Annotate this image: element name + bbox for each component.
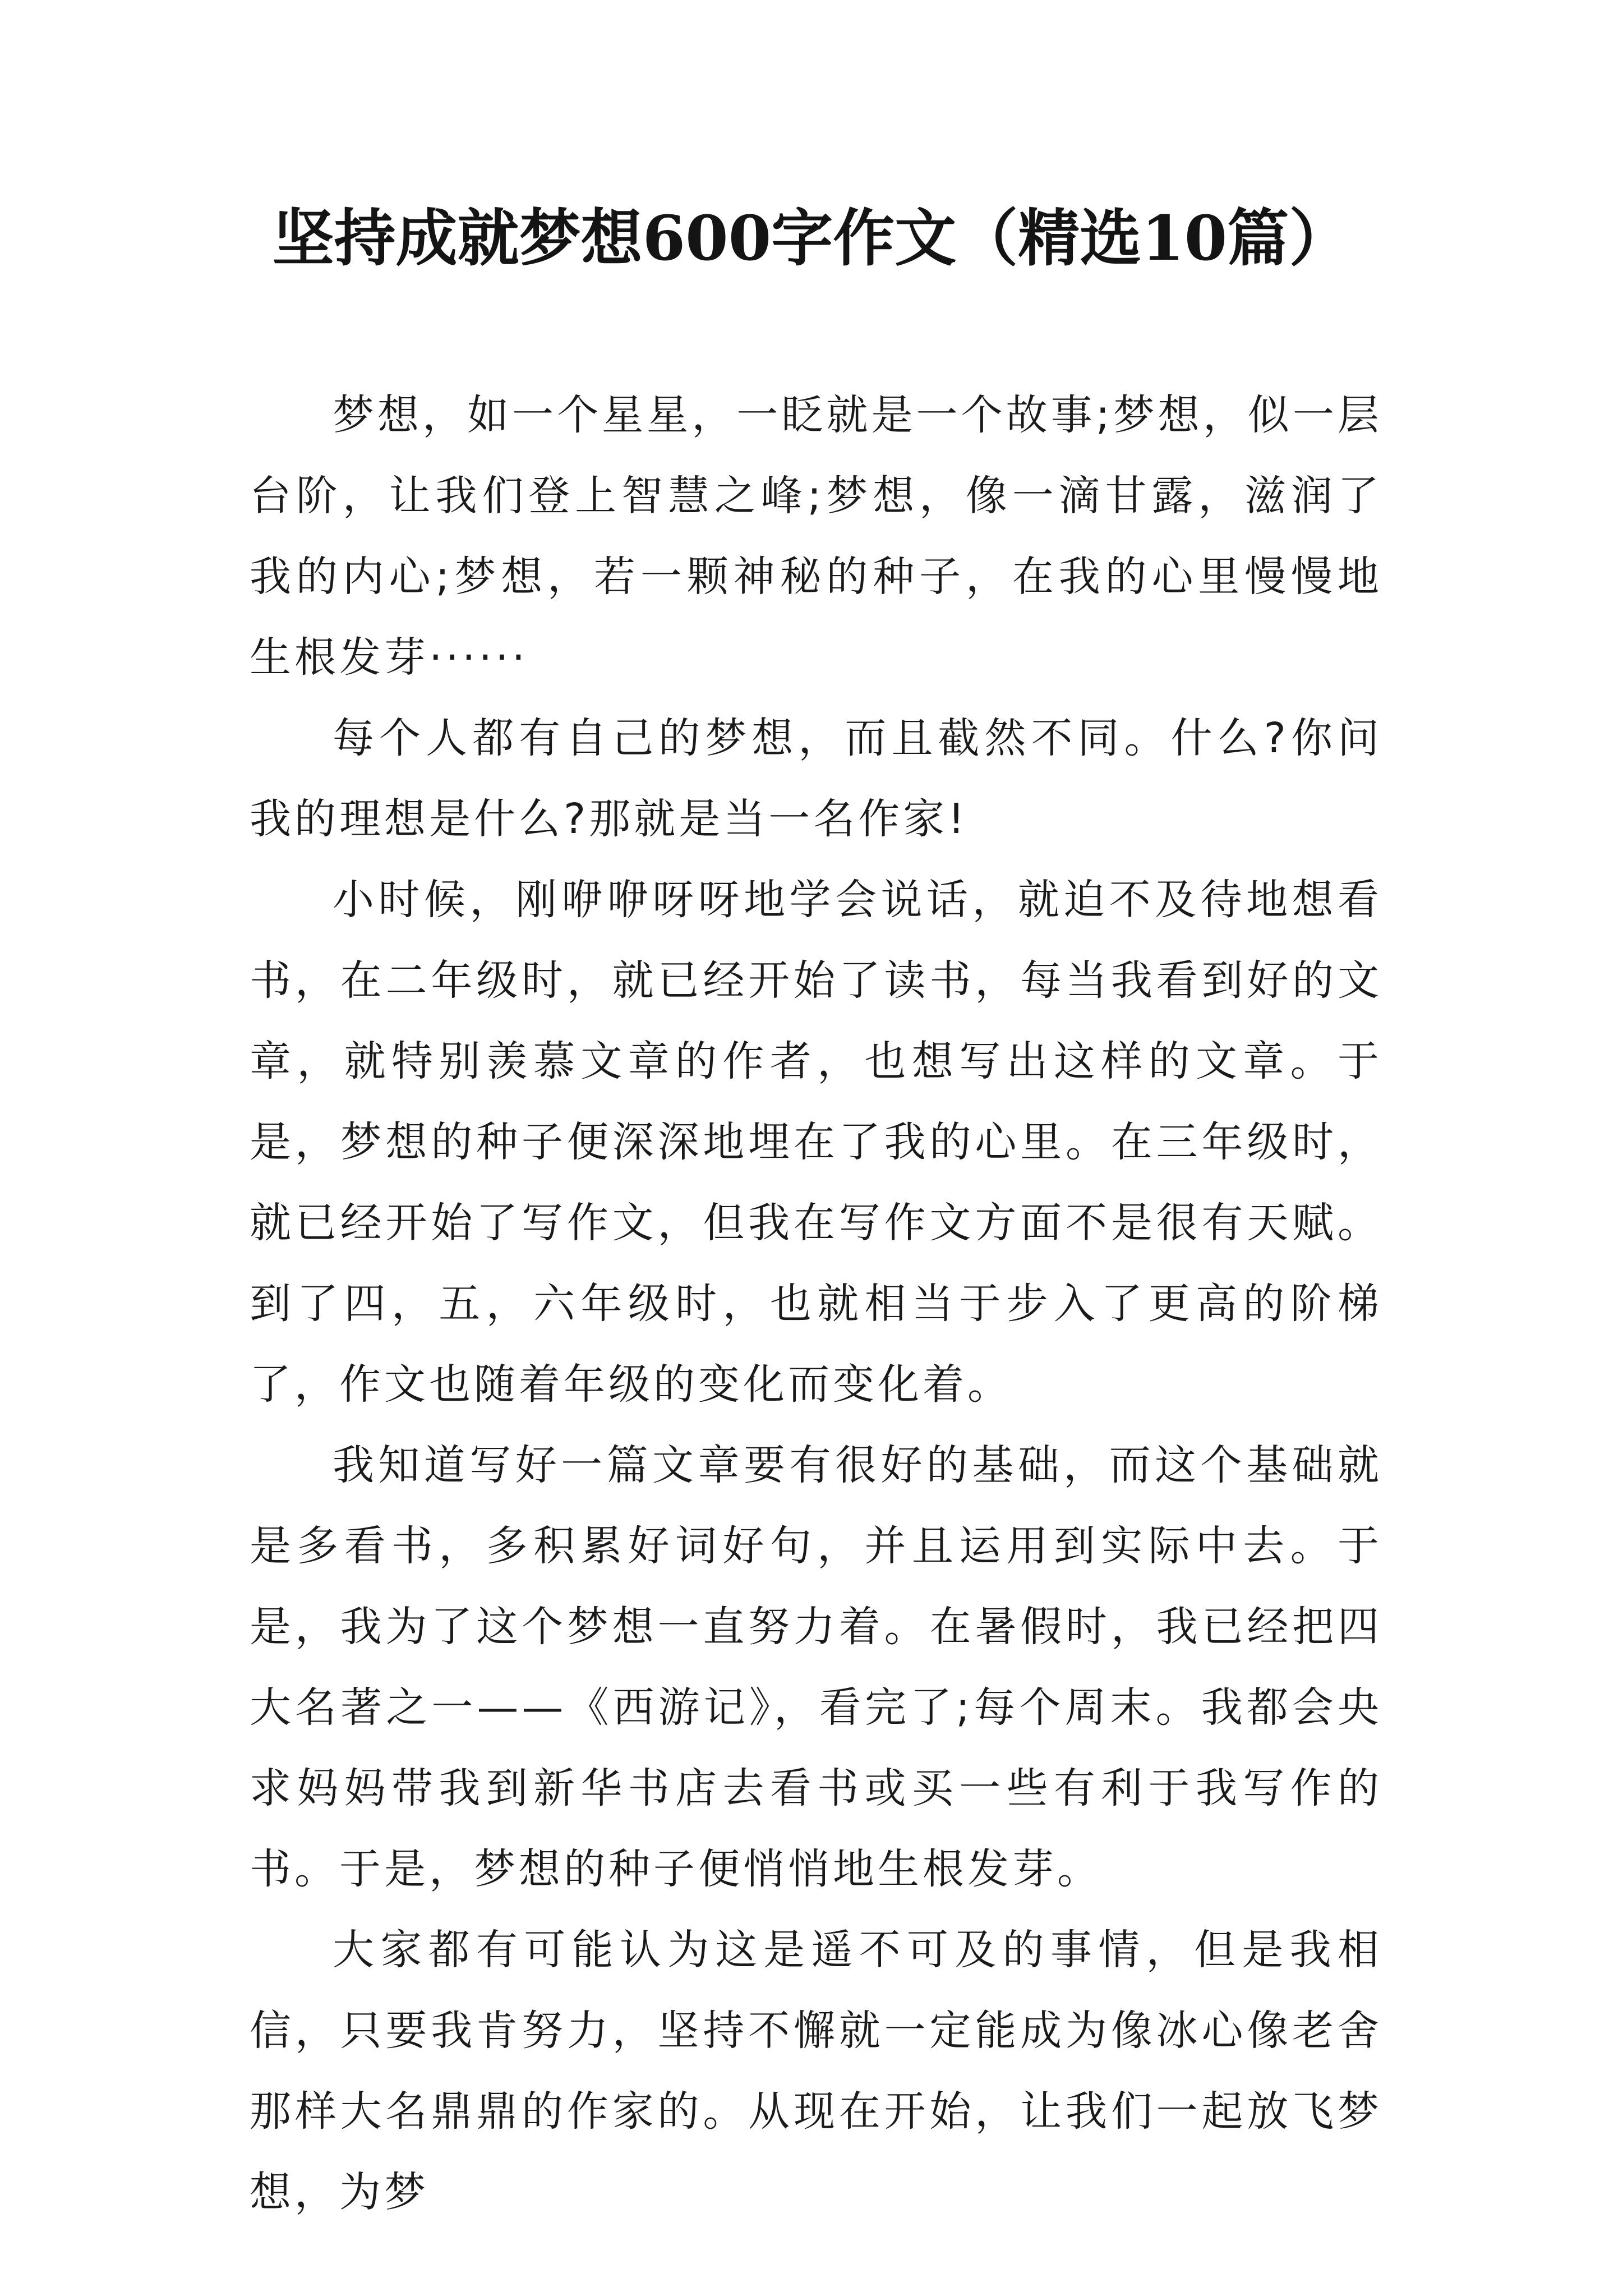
paragraph-5: 大家都有可能认为这是遥不可及的事情，但是我相信，只要我肯努力，坚持不懈就一定能成为像冰心像老舍那样大名鼎鼎的作家的。从现在开始，让我们一起放飞梦想，为梦	[250, 1926, 1382, 2216]
document-body	[250, 375, 1382, 2233]
paragraph-4: 我知道写好一篇文章要有很好的基础，而这个基础就是多看书，多积累好词好句，并且运用到实际中去。于是，我为了这个梦想一直努力着。在暑假时，我已经把四大名著之一——《西游记》，看完了;每个周末。我都会央求妈妈带我到新华书店去看书或买一些有利于我写作的书。于是，梦想的种子便悄悄地生根发芽。	[250, 1441, 1382, 1893]
paragraph-1: 梦想，如一个星星，一眨就是一个故事;梦想，似一层台阶，让我们登上智慧之峰;梦想，像一滴甘露，滋润了我的内心;梦想，若一颗神秘的种子，在我的心里慢慢地生根发芽······	[250, 391, 1382, 682]
paragraph-3: 小时候，刚咿咿呀呀地学会说话，就迫不及待地想看书，在二年级时，就已经开始了读书，每当我看到好的文章，就特别羡慕文章的作者，也想写出这样的文章。于是，梦想的种子便深深地埋在了我的心里。在三年级时，就已经开始了写作文，但我在写作文方面不是很有天赋。到了四，五，六年级时，也就相当于步入了更高的阶梯了，作文也随着年级的变化而变化着。	[250, 876, 1382, 1409]
document-title: 坚持成就梦想600字作文（精选10篇）	[272, 202, 1351, 274]
paragraph-2: 每个人都有自己的梦想，而且截然不同。什么?你问我的理想是什么?那就是当一名作家!	[250, 714, 1382, 843]
